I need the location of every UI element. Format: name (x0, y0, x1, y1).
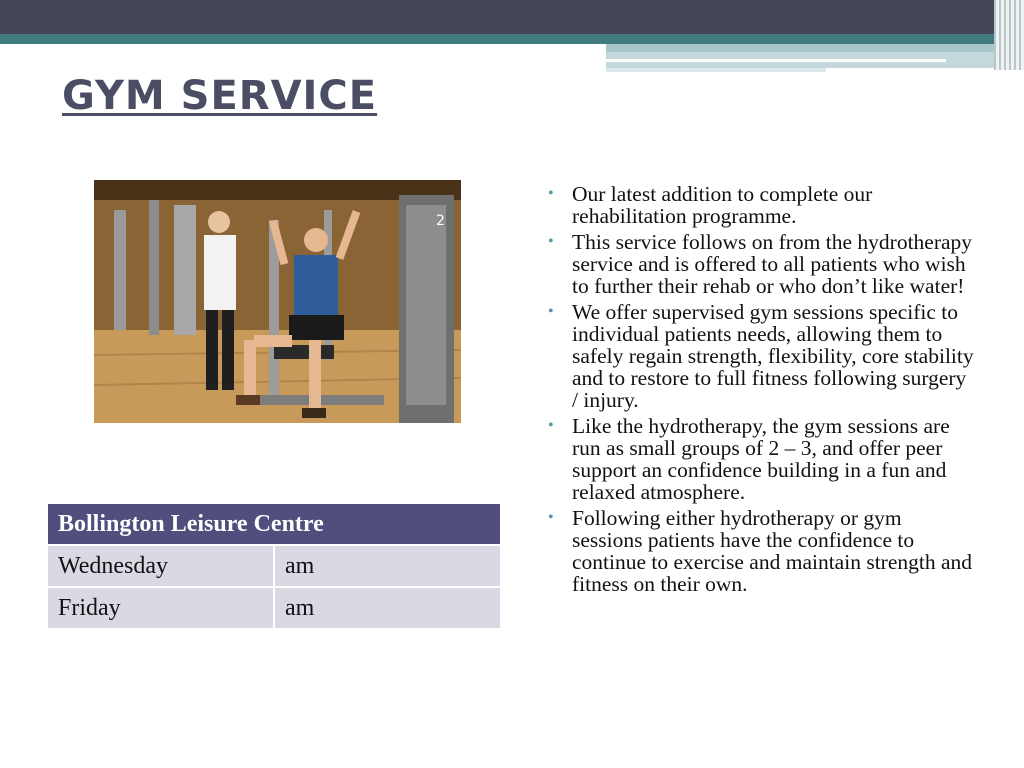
schedule-time-cell: am (274, 545, 500, 587)
bullet-text: We offer supervised gym sessions specific to individual patients needs, allowing them to safely regain strength, flexibility, core stability and to restore to full fitness following surgery / injury. (572, 300, 974, 412)
list-item (546, 231, 976, 297)
list-item (546, 415, 976, 503)
gym-photo-illustration (94, 180, 461, 423)
bullet-icon: • (548, 233, 554, 250)
list-item (546, 183, 976, 227)
bullet-text: Following either hydrotherapy or gym sessions patients have the confidence to continue to exercise and maintain strength and fitness on their own. (572, 506, 973, 596)
table-row (48, 587, 500, 629)
table-row (48, 545, 500, 587)
bullet-icon: • (548, 417, 554, 434)
header-stripes (994, 0, 1024, 70)
slide-title: GYM SERVICE (62, 73, 378, 119)
bullet-icon: • (548, 303, 554, 320)
schedule-day-cell: Friday (48, 587, 274, 629)
svg-text:2: 2 (436, 213, 445, 229)
list-item (546, 301, 976, 411)
gym-photo (94, 180, 461, 423)
bullet-text: Like the hydrotherapy, the gym sessions are run as small groups of 2 – 3, and offer peer support an confidence building in a fun and relaxed atmosphere. (572, 414, 950, 504)
header-bar-notch (0, 44, 606, 52)
schedule-day-cell: Wednesday (48, 545, 274, 587)
schedule-venue-header: Bollington Leisure Centre (48, 504, 500, 545)
bullet-icon: • (548, 509, 554, 526)
description-bullet-list (546, 183, 976, 599)
bullet-icon: • (548, 185, 554, 202)
schedule-table (48, 504, 500, 630)
header-bar-accent-small (606, 68, 826, 72)
bullet-text: This service follows on from the hydrotherapy service and is offered to all patients who wish to further their rehab or who don’t like water! (572, 230, 973, 298)
schedule-header-row (48, 504, 500, 545)
header-bar-dark (0, 0, 1024, 34)
bullet-text: Our latest addition to complete our rehabilitation programme. (572, 182, 873, 228)
schedule-time-cell: am (274, 587, 500, 629)
header-bar-teal (0, 34, 1024, 44)
header-bar-accent-line (606, 59, 946, 62)
list-item (546, 507, 976, 595)
